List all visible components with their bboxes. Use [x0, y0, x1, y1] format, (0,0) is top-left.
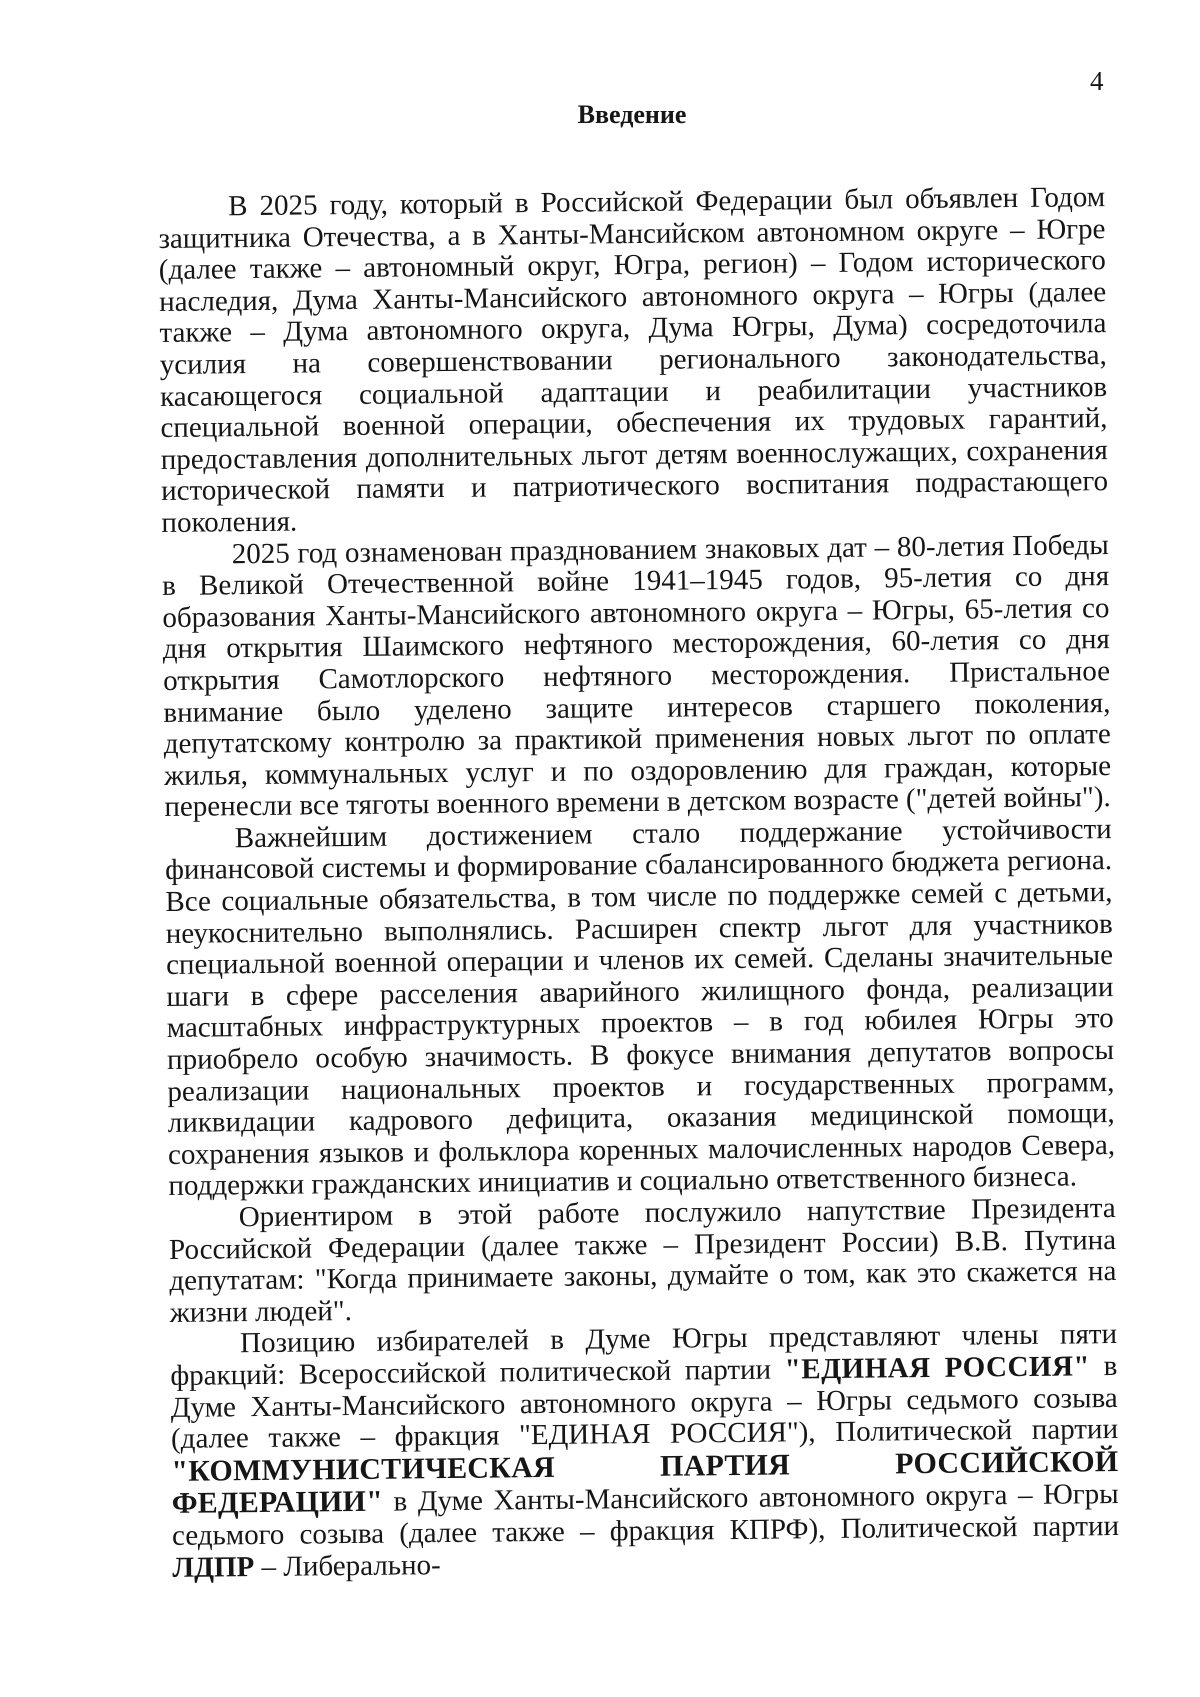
- paragraph-5-part-3: в Думе Ханты-Мансийского автономного округа – Югры седьмого созыва (далее также – фракция КПРФ), Политической партии: [171, 1478, 1120, 1552]
- paragraph-5-part-2: в Думе Ханты-Мансийского автономного округа – Югры седьмого созыва (далее также – фракция "ЕДИНАЯ РОССИЯ"), Политической партии: [170, 1349, 1119, 1456]
- paragraph-5-part-1: Позицию избирателей в Думе Югры представляют члены пяти фракций: Всероссийской политической партии: [170, 1318, 1118, 1392]
- paragraph-5-part-4: – Либерально-: [254, 1548, 441, 1583]
- party-name-ldpr: ЛДПР: [172, 1550, 255, 1584]
- paragraph-5: [170, 1319, 1120, 1584]
- paragraph-2: 2025 год ознаменован празднованием знаковых дат – 80-летия Победы в Великой Отечественной войне 1941–1945 годов, 95-летия со дня образования Ханты-Мансийского автономного округа – Югры, 65-летия со дня открытия Шаимского нефтяного месторождения, 60-летия со дня открытия Самотлорского нефтяного месторождения. Пристальное внимание было уделено защите интересов старшего поколения, депутатскому контролю за практикой применения новых льгот по оплате жилья, коммунальных услуг и по оздоровлению для граждан, которые перенесли все тяготы военного времени в детском возрасте ("детей войны").: [161, 528, 1112, 824]
- party-name-kprf: "КОММУНИСТИЧЕСКАЯ ПАРТИЯ РОССИЙСКОЙ ФЕДЕРАЦИИ": [171, 1444, 1119, 1521]
- paragraph-1: В 2025 году, который в Российской Федерации был объявлен Годом защитника Отечества, а в Ханты-Мансийском автономном округе – Югре (далее также – автономный округ, Югра, регион) – Годом исторического наследия, Дума Ханты-Мансийского автономного округа – Югры (далее также – Дума автономного округа, Дума Югры, Дума) сосредоточила усилия на совершенствовании регионального законодательства, касающегося социальной адаптации и реабилитации участников специальной военной операции, обеспечения их трудовых гарантий, предоставления дополнительных льгот детям военнослужащих, сохранения исторической памяти и патриотического воспитания подрастающего поколения.: [158, 181, 1109, 539]
- page-number: 4: [1090, 66, 1104, 96]
- paragraph-3: Важнейшим достижением стало поддержание устойчивости финансовой системы и формирование сбалансированного бюджета региона. Все социальные обязательства, в том числе по поддержке семей с детьми, неукоснительно выполнялись. Расширен спектр льгот для участников специальной военной операции и членов их семей. Сделаны значительные шаги в сфере расселения аварийного жилищного фонда, реализации масштабных инфраструктурных проектов – в год юбилея Югры это приобрело особую значимость. В фокусе внимания депутатов вопросы реализации национальных проектов и государственных программ, ликвидации кадрового дефицита, оказания медицинской помощи, сохранения языков и фольклора коренных малочисленных народов Севера, поддержки гражданских инициатив и социально ответственного бизнеса.: [164, 812, 1116, 1203]
- paragraph-4: Ориентиром в этой работе послужило напутствие Президента Российской Федерации (далее также – Президент России) В.В. Путина депутатам: "Когда принимаете законы, думайте о том, как это скажется на жизни людей".: [168, 1192, 1117, 1329]
- document-body: [158, 182, 1120, 1584]
- section-heading: Введение: [577, 100, 687, 129]
- party-name-united-russia: "ЕДИНАЯ РОССИЯ": [784, 1350, 1091, 1386]
